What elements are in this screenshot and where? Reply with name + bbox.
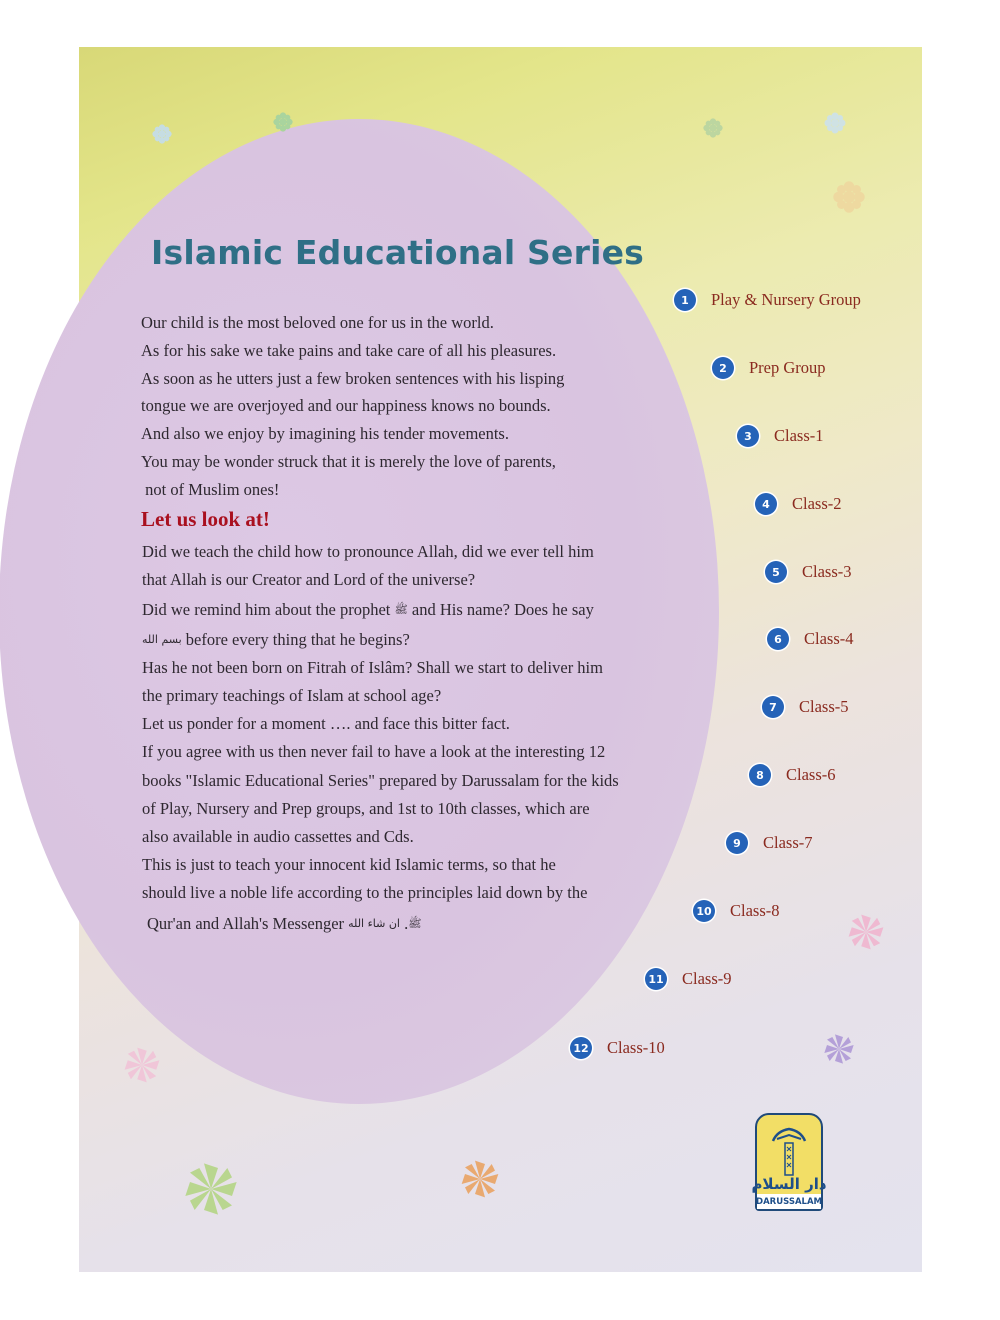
class-label: Class-4 <box>804 629 854 648</box>
number-badge: 4 <box>755 493 777 515</box>
class-item <box>693 900 780 922</box>
body-line: also available in audio cassettes and Cds. <box>142 827 414 847</box>
body-text: and His name? Does he say <box>407 600 594 620</box>
class-item <box>755 493 842 515</box>
body-line: the primary teachings of Islam at school age? <box>142 686 442 706</box>
class-label: Class-10 <box>607 1038 665 1057</box>
class-label: Play & Nursery Group <box>711 290 861 309</box>
class-label: Class-1 <box>774 426 824 445</box>
body-line: Has he not been born on Fitrah of Islâm? Shall we start to deliver him <box>142 657 603 677</box>
number-badge: 6 <box>767 628 789 650</box>
bismillah-text: بسم الله <box>142 632 182 646</box>
number-badge: 11 <box>645 968 667 990</box>
inshallah-text: ان شاء الله <box>348 916 400 930</box>
class-item <box>712 357 826 379</box>
number-badge: 9 <box>726 832 748 854</box>
class-label: Class-5 <box>799 697 849 716</box>
body-line: This is just to teach your innocent kid Islamic terms, so that he <box>142 855 556 875</box>
body-text: Did we remind him about the prophet <box>142 600 395 620</box>
logo-arabic-text: دار السلام <box>751 1175 827 1193</box>
number-badge: 10 <box>693 900 715 922</box>
intro-line: You may be wonder struck that it is merely the love of parents, <box>141 451 556 471</box>
class-label: Class-3 <box>802 562 852 581</box>
body-text: . <box>399 913 409 933</box>
class-label: Class-9 <box>682 969 732 988</box>
class-item <box>674 289 861 311</box>
body-text: before every thing that he begins? <box>181 629 410 649</box>
honorific-glyph: ﷺ <box>408 916 422 930</box>
body-line: If you agree with us then never fail to have a look at the interesting 12 <box>142 742 606 762</box>
class-item <box>749 764 836 786</box>
class-list <box>79 47 922 1272</box>
class-label: Prep Group <box>749 358 826 377</box>
intro-line: And also we enjoy by imagining his tender movements. <box>141 424 509 444</box>
number-badge: 3 <box>737 425 759 447</box>
number-badge: 12 <box>570 1037 592 1059</box>
body-line: Let us ponder for a moment …. and face this bitter fact. <box>142 714 510 734</box>
body-line: of Play, Nursery and Prep groups, and 1st to 10th classes, which are <box>142 798 590 818</box>
class-item <box>767 628 854 650</box>
intro-line: not of Muslim ones! <box>141 479 280 499</box>
class-item <box>765 561 852 583</box>
logo-text: DARUSSALAM <box>757 1194 821 1209</box>
class-item <box>570 1037 665 1059</box>
honorific-glyph: ﷺ <box>394 603 408 617</box>
intro-line: Our child is the most beloved one for us in the world. <box>141 313 494 332</box>
body-line: that Allah is our Creator and Lord of the universe? <box>142 570 476 590</box>
class-item <box>737 425 824 447</box>
body-line: books "Islamic Educational Series" prepared by Darussalam for the kids <box>142 770 619 790</box>
class-label: Class-2 <box>792 494 842 513</box>
class-item <box>726 832 813 854</box>
number-badge: 2 <box>712 357 734 379</box>
intro-line: tongue we are overjoyed and our happiness knows no bounds. <box>141 396 551 416</box>
body-line: Did we teach the child how to pronounce Allah, did we ever tell him <box>142 542 594 561</box>
intro-line: As soon as he utters just a few broken sentences with his lisping <box>141 368 565 388</box>
intro-line: As for his sake we take pains and take care of all his pleasures. <box>141 340 557 360</box>
body-line: should live a noble life according to the principles laid down by the <box>142 883 588 903</box>
class-label: Class-6 <box>786 765 836 784</box>
body-text: Qur'an and Allah's Messenger <box>147 913 349 933</box>
class-label: Class-7 <box>763 833 813 852</box>
publisher-logo <box>751 1113 827 1211</box>
logo-emblem-icon <box>751 1115 827 1195</box>
class-item <box>762 696 849 718</box>
class-label: Class-8 <box>730 901 780 920</box>
class-item <box>645 968 732 990</box>
number-badge: 8 <box>749 764 771 786</box>
book-back-cover <box>79 47 922 1272</box>
number-badge: 5 <box>765 561 787 583</box>
number-badge: 1 <box>674 289 696 311</box>
series-title: Islamic Educational Series <box>151 233 645 272</box>
number-badge: 7 <box>762 696 784 718</box>
subheading: Let us look at! <box>141 507 270 531</box>
